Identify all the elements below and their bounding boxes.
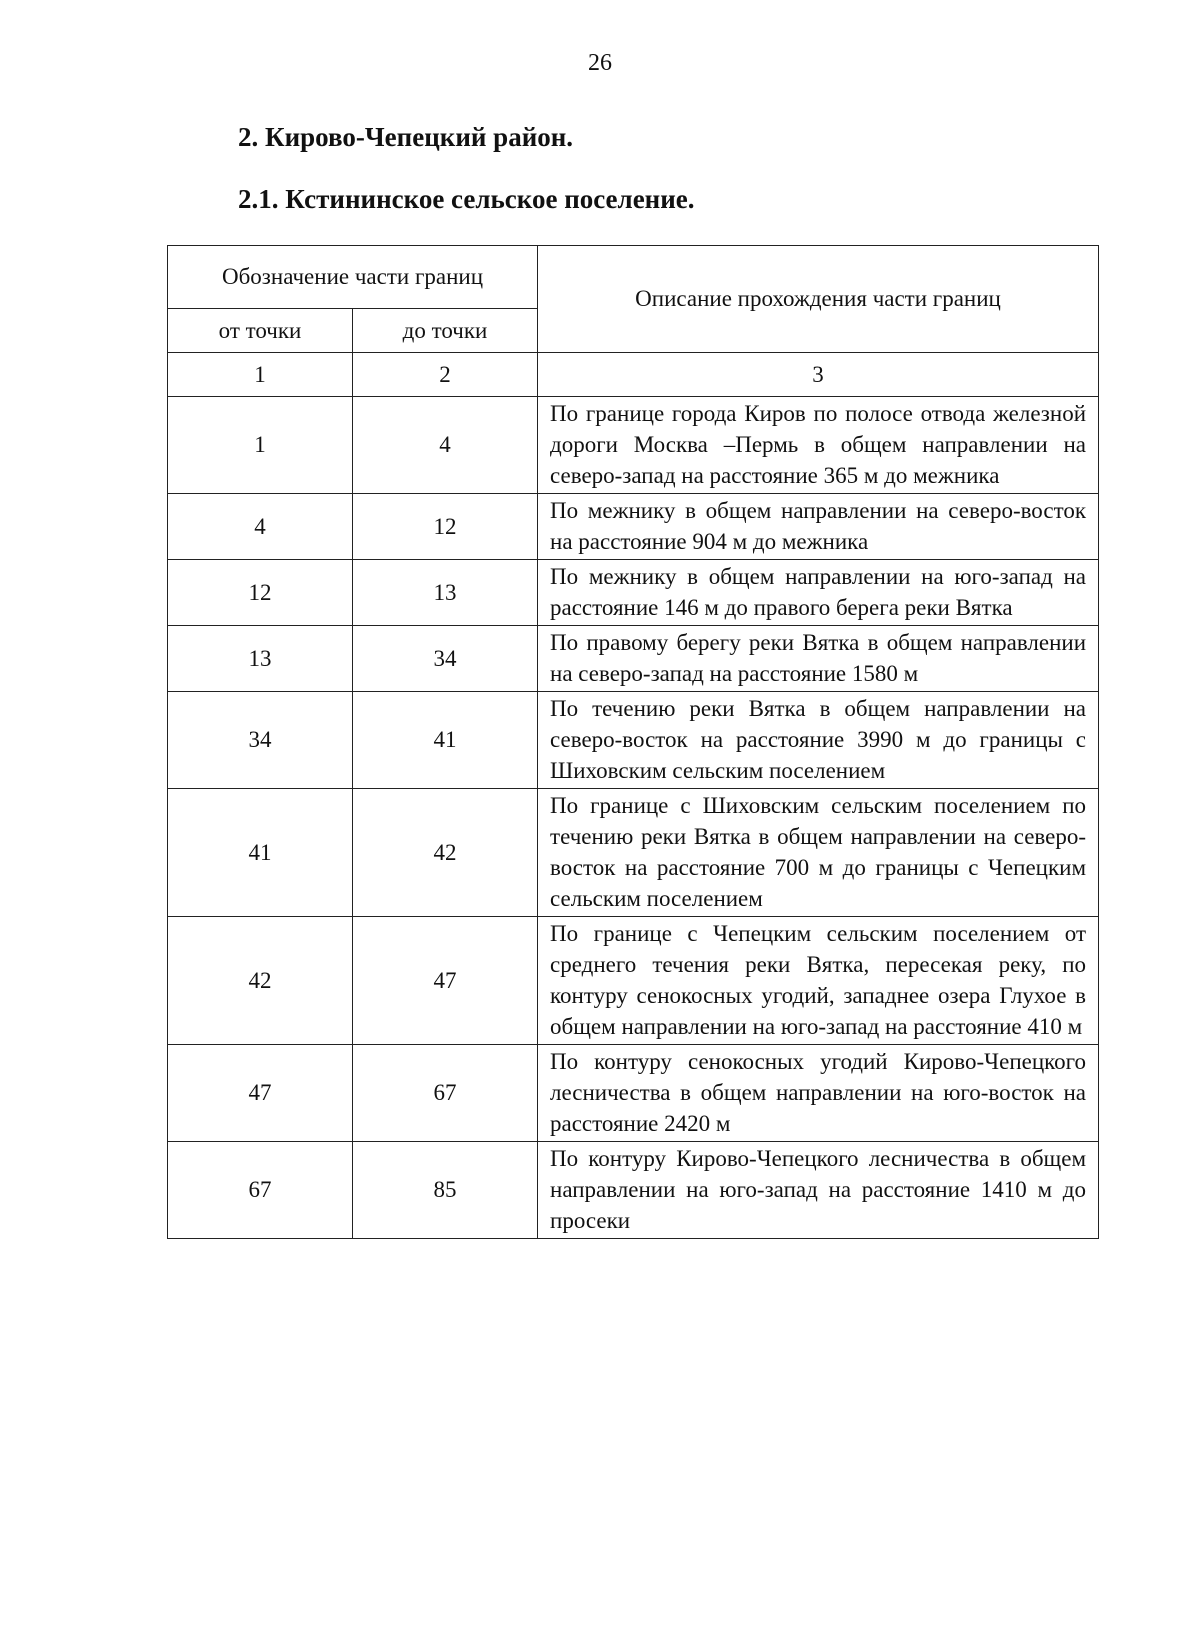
to-point-cell: 34 <box>353 626 538 692</box>
description-cell: По правому берегу реки Вятка в общем направлении на северо-запад на расстояние 1580 м <box>538 626 1099 692</box>
table-row <box>168 789 1099 917</box>
district-heading: 2. Кирово-Чепецкий район. <box>238 122 574 152</box>
from-point-cell: 12 <box>168 560 353 626</box>
to-point-cell: 42 <box>353 789 538 917</box>
from-point-cell: 34 <box>168 692 353 789</box>
table-header <box>168 246 1099 397</box>
description-cell: По межнику в общем направлении на юго-запад на расстояние 146 м до правого берега реки Вятка <box>538 560 1099 626</box>
to-point-cell: 41 <box>353 692 538 789</box>
table-row <box>168 1045 1099 1142</box>
from-point-cell: 4 <box>168 494 353 560</box>
description-cell: По контуру Кирово-Чепецкого лесничества в общем направлении на юго-запад на расстояние 1410 м до просеки <box>538 1142 1099 1239</box>
to-point-cell: 12 <box>353 494 538 560</box>
table-row <box>168 1142 1099 1239</box>
column-number-2: 2 <box>353 353 538 397</box>
from-point-cell: 67 <box>168 1142 353 1239</box>
description-cell: По границе с Шиховским сельским поселением по течению реки Вятка в общем направлении на северо-восток на расстояние 700 м до границы с Чепецким сельским поселением <box>538 789 1099 917</box>
to-point-cell: 67 <box>353 1045 538 1142</box>
boundary-table <box>167 245 1099 1239</box>
description-cell: По границе с Чепецким сельским поселением от среднего течения реки Вятка, пересекая реку, по контуру сенокосных угодий, западнее озера Глухое в общем направлении на юго-запад на расстояние 410 м <box>538 917 1099 1045</box>
header-to-point: до точки <box>353 309 538 353</box>
table-row <box>168 397 1099 494</box>
table-row <box>168 494 1099 560</box>
column-number-3: 3 <box>538 353 1099 397</box>
description-cell: По межнику в общем направлении на северо-восток на расстояние 904 м до межника <box>538 494 1099 560</box>
to-point-cell: 13 <box>353 560 538 626</box>
description-cell: По течению реки Вятка в общем направлении на северо-восток на расстояние 3990 м до границы с Шиховским сельским поселением <box>538 692 1099 789</box>
page-number: 26 <box>588 50 612 76</box>
header-from-point: от точки <box>168 309 353 353</box>
to-point-cell: 4 <box>353 397 538 494</box>
table-row <box>168 917 1099 1045</box>
header-designation: Обозначение части границ <box>168 246 538 309</box>
description-cell: По контуру сенокосных угодий Кирово-Чепецкого лесничества в общем направлении на юго-восток на расстояние 2420 м <box>538 1045 1099 1142</box>
column-number-1: 1 <box>168 353 353 397</box>
from-point-cell: 47 <box>168 1045 353 1142</box>
header-description: Описание прохождения части границ <box>538 246 1099 353</box>
settlement-heading: 2.1. Кстининское сельское поселение. <box>238 184 695 214</box>
to-point-cell: 47 <box>353 917 538 1045</box>
from-point-cell: 13 <box>168 626 353 692</box>
from-point-cell: 42 <box>168 917 353 1045</box>
to-point-cell: 85 <box>353 1142 538 1239</box>
from-point-cell: 1 <box>168 397 353 494</box>
table-row <box>168 692 1099 789</box>
table-body <box>168 397 1099 1239</box>
table-row <box>168 626 1099 692</box>
table-row <box>168 560 1099 626</box>
description-cell: По границе города Киров по полосе отвода железной дороги Москва –Пермь в общем направлении на северо-запад на расстояние 365 м до межника <box>538 397 1099 494</box>
from-point-cell: 41 <box>168 789 353 917</box>
